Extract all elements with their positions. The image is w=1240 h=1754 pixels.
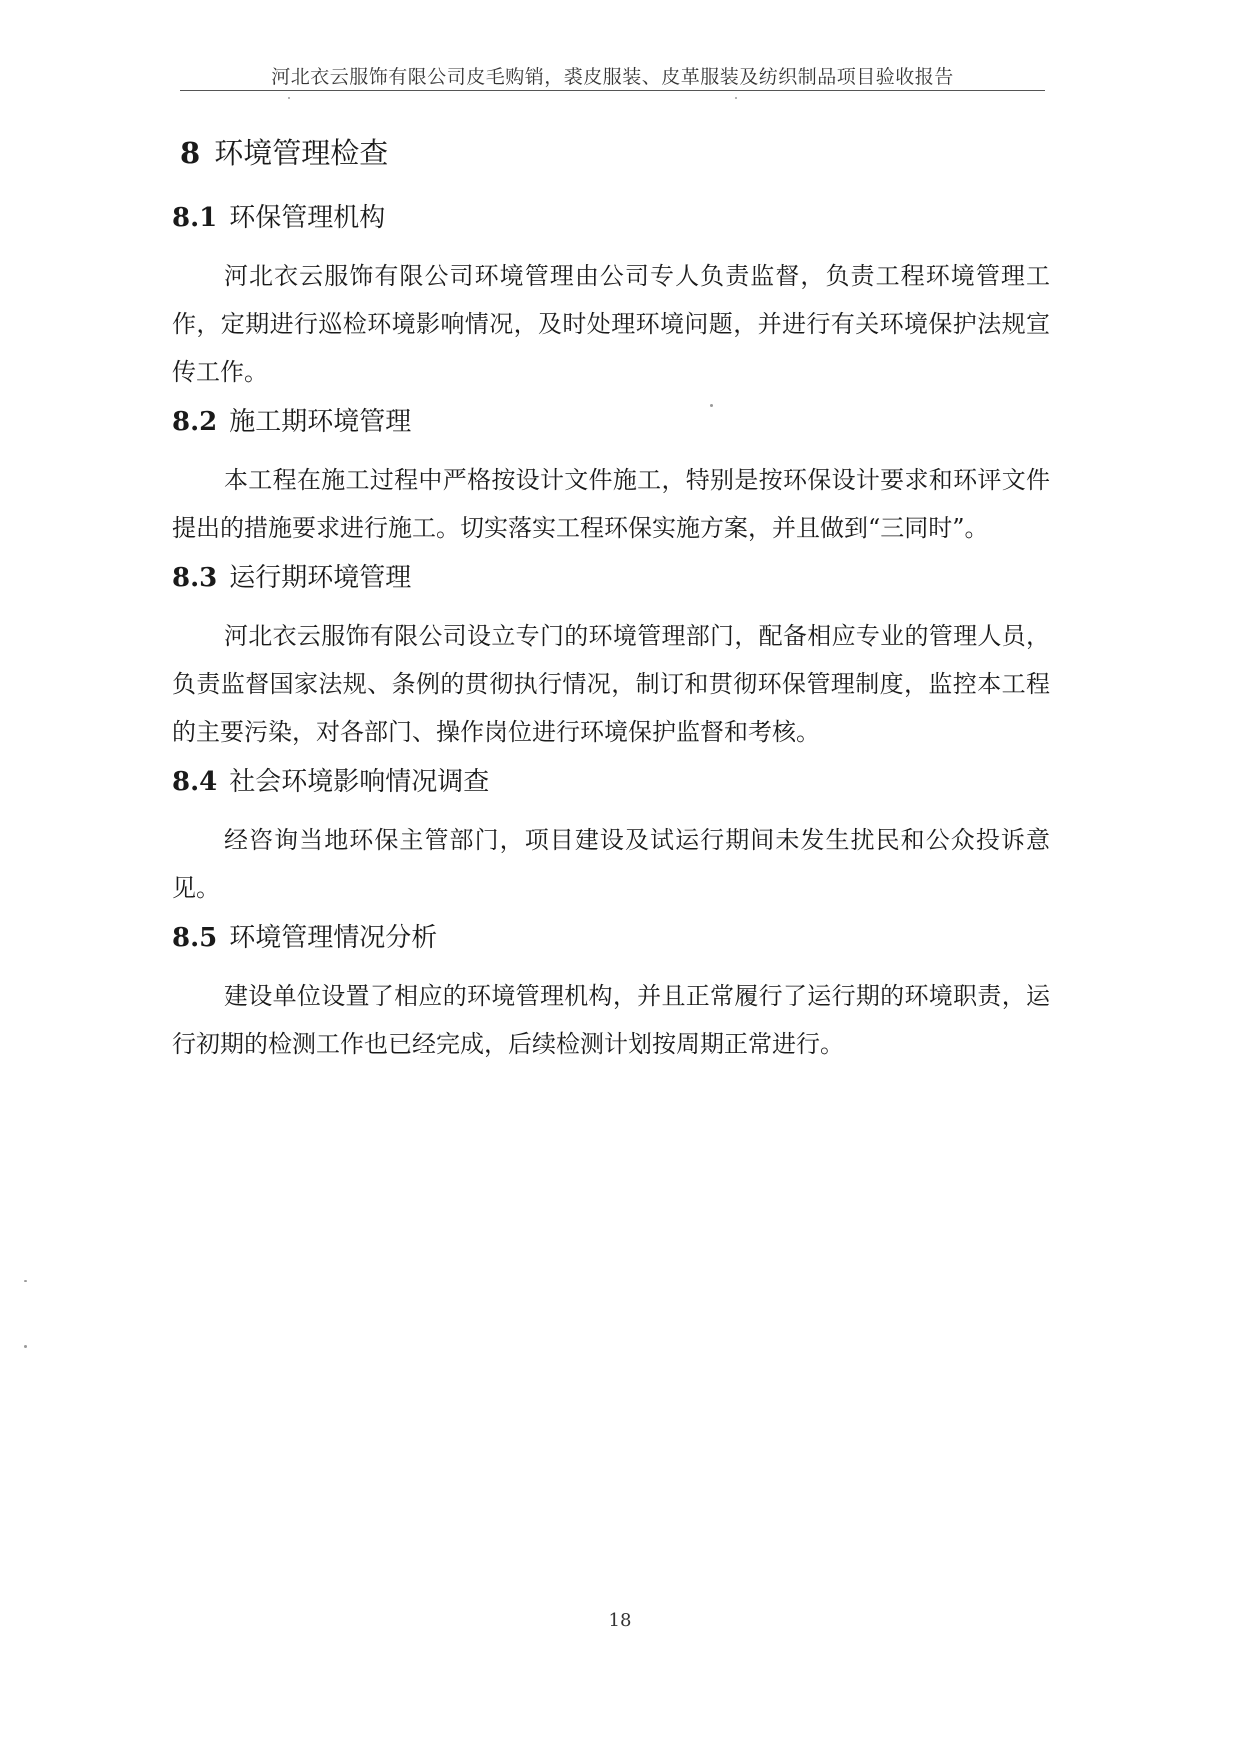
section-paragraph: 经咨询当地环保主管部门，项目建设及试运行期间未发生扰民和公众投诉意见。	[172, 826, 1050, 902]
section-title: 施工期环境管理	[229, 407, 412, 437]
section-title: 环境管理情况分析	[229, 923, 438, 953]
section-8-3	[172, 556, 1050, 756]
section-8-1	[172, 196, 1050, 396]
scan-speck	[710, 404, 713, 407]
section-paragraph: 河北衣云服饰有限公司环境管理由公司专人负责监督，负责工程环境管理工作，定期进行巡检环境影响情况，及时处理环境问题，并进行有关环境保护法规宣传工作。	[172, 262, 1050, 386]
chapter-number: 8	[180, 136, 201, 170]
section-8-4	[172, 760, 1050, 912]
page-content	[172, 130, 1050, 1072]
scan-speck	[288, 97, 290, 99]
section-heading	[172, 400, 1050, 444]
chapter-heading	[180, 130, 1050, 176]
section-title: 社会环境影响情况调查	[229, 767, 490, 797]
section-number: 8.3	[172, 563, 218, 593]
section-heading	[172, 556, 1050, 600]
header-rule	[180, 90, 1045, 91]
running-header: 河北衣云服饰有限公司皮毛购销，裘皮服装、皮革服装及纺织制品项目验收报告	[271, 66, 954, 88]
section-number: 8.1	[172, 203, 218, 233]
section-paragraph: 本工程在施工过程中严格按设计文件施工，特别是按环保设计要求和环评文件提出的措施要求进行施工。切实落实工程环保实施方案，并且做到“三同时”。	[172, 466, 1050, 542]
scan-speck	[24, 1345, 27, 1348]
section-8-5	[172, 916, 1050, 1068]
section-title: 环保管理机构	[229, 203, 386, 233]
scan-speck	[735, 97, 737, 99]
chapter-title: 环境管理检查	[214, 136, 389, 170]
section-number: 8.4	[172, 767, 218, 797]
section-heading	[172, 196, 1050, 240]
section-paragraph: 建设单位设置了相应的环境管理机构，并且正常履行了运行期的环境职责，运行初期的检测工作也已经完成，后续检测计划按周期正常进行。	[172, 982, 1050, 1058]
section-number: 8.5	[172, 923, 218, 953]
section-heading	[172, 916, 1050, 960]
section-heading	[172, 760, 1050, 804]
page-number: 18	[608, 1610, 632, 1631]
section-paragraph: 河北衣云服饰有限公司设立专门的环境管理部门，配备相应专业的管理人员，负责监督国家法规、条例的贯彻执行情况，制订和贯彻环保管理制度，监控本工程的主要污染，对各部门、操作岗位进行环境保护监督和考核。	[172, 622, 1050, 746]
section-title: 运行期环境管理	[229, 563, 412, 593]
scan-speck	[24, 1280, 27, 1282]
section-number: 8.2	[172, 407, 218, 437]
section-8-2	[172, 400, 1050, 552]
